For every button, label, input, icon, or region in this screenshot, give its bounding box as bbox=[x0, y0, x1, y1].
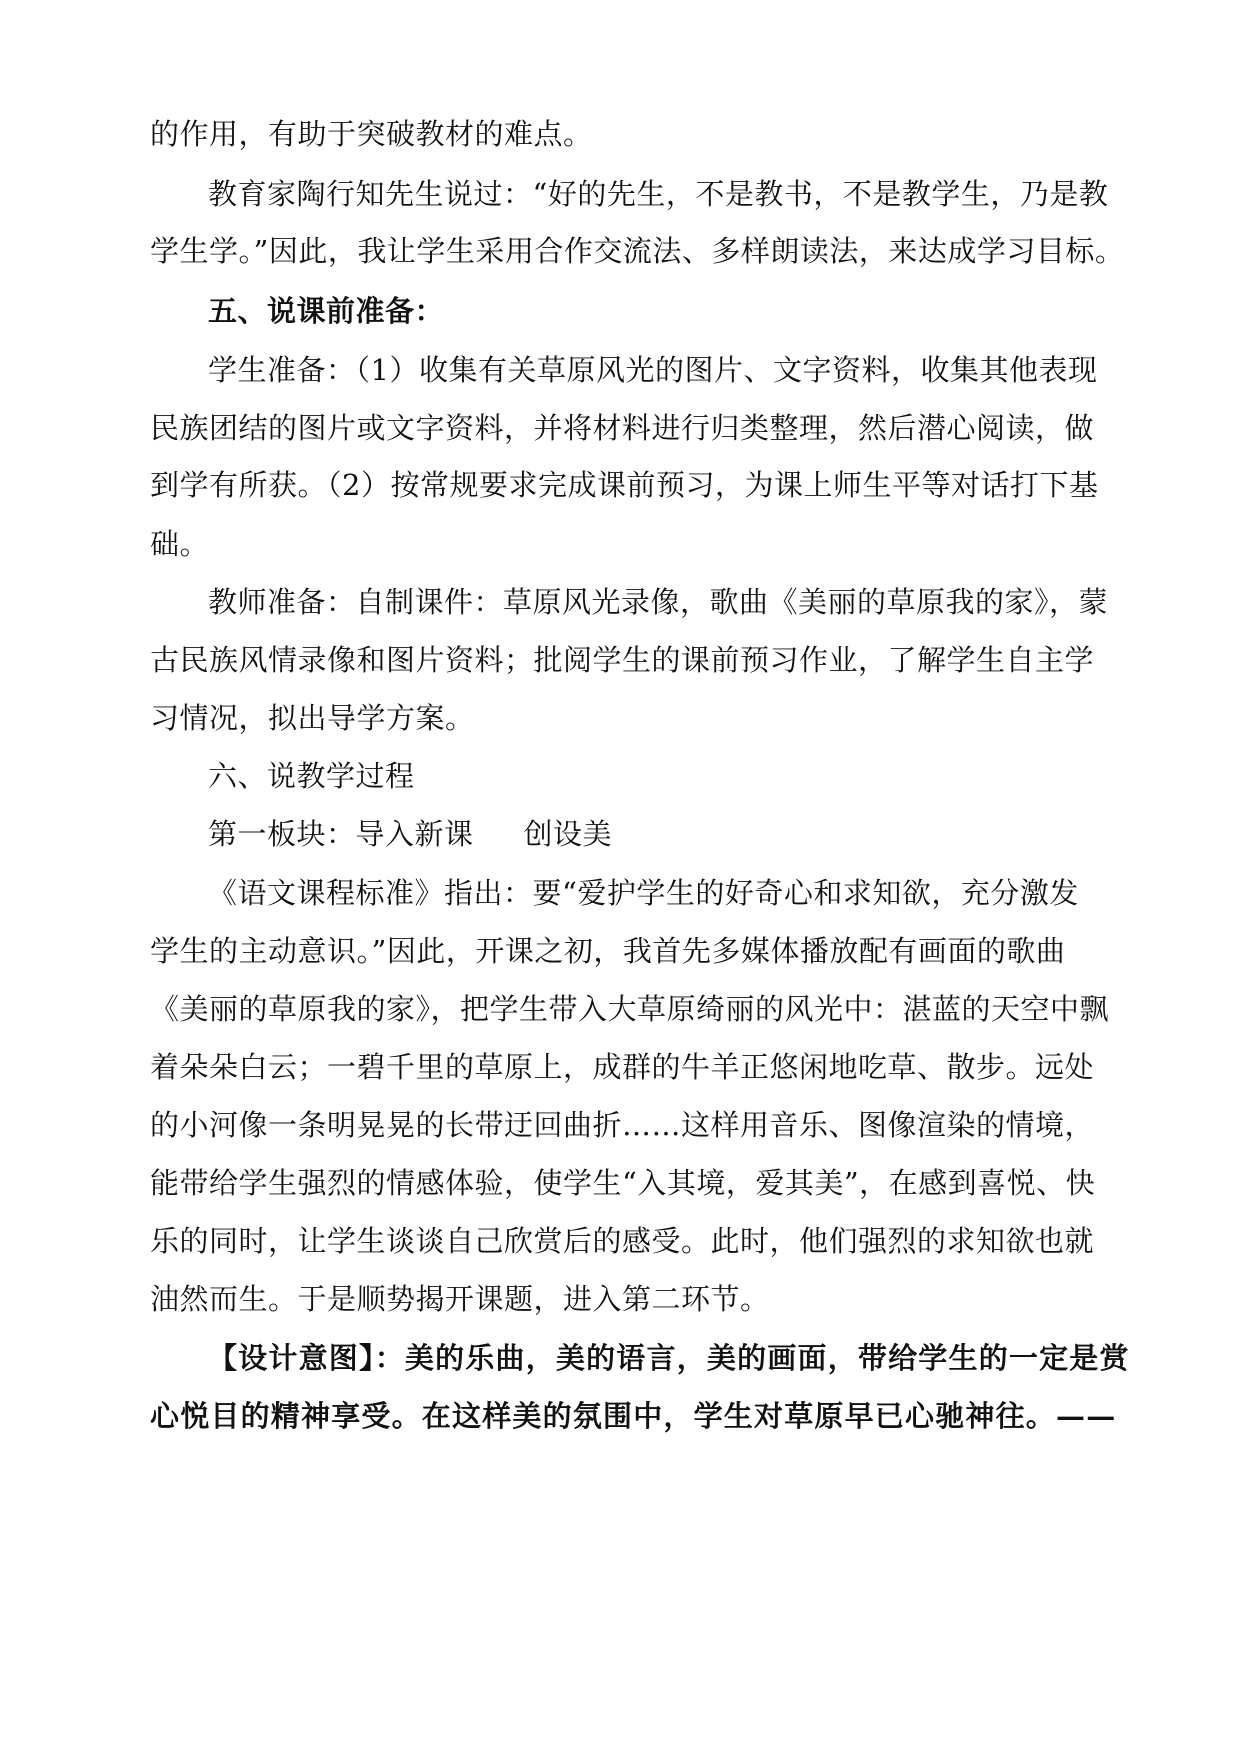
paragraph-line: 油然而生。于是顺势揭开课题，进入第二环节。 bbox=[150, 1282, 770, 1316]
paragraph-line: 着朵朵白云；一碧千里的草原上，成群的牛羊正悠闲地吃草、散步。远处 bbox=[150, 1050, 1095, 1084]
paragraph-line: 学生学。”因此，我让学生采用合作交流法、多样朗读法，来达成学习目标。 bbox=[150, 234, 1125, 268]
design-intent-line: 心悦目的精神享受。在这样美的氛围中，学生对草原早已心驰神往。—— bbox=[150, 1399, 1117, 1433]
paragraph-line: 教师准备：自制课件：草原风光录像，歌曲《美丽的草原我的家》，蒙 bbox=[208, 585, 1109, 619]
subsection-theme: 创设美 bbox=[523, 817, 613, 851]
section-heading: 六、说教学过程 bbox=[208, 759, 415, 793]
paragraph-line: 的作用，有助于突破教材的难点。 bbox=[150, 117, 593, 151]
subsection-heading bbox=[208, 816, 612, 852]
paragraph-line: 学生的主动意识。”因此，开课之初，我首先多媒体播放配有画面的歌曲 bbox=[150, 934, 1066, 968]
design-intent-line: 【设计意图】：美的乐曲，美的语言，美的画面，带给学生的一定是赏 bbox=[208, 1341, 1130, 1375]
paragraph-line: 能带给学生强烈的情感体验，使学生“入其境，爱其美”，在感到喜悦、快 bbox=[150, 1166, 1096, 1200]
subsection-title: 第一板块：导入新课 bbox=[208, 817, 474, 851]
paragraph-line: 《语文课程标准》指出：要“爱护学生的好奇心和求知欲，充分激发 bbox=[208, 876, 1079, 910]
paragraph-line: 学生准备：（1）收集有关草原风光的图片、文字资料，收集其他表现 bbox=[208, 353, 1098, 387]
section-heading: 五、说课前准备： bbox=[208, 294, 445, 328]
paragraph-line: 民族团结的图片或文字资料，并将材料进行归类整理，然后潜心阅读，做 bbox=[150, 411, 1095, 445]
paragraph-line: 的小河像一条明晃晃的长带迂回曲折……这样用音乐、图像渲染的情境， bbox=[150, 1108, 1095, 1142]
paragraph-line: 乐的同时，让学生谈谈自己欣赏后的感受。此时，他们强烈的求知欲也就 bbox=[150, 1224, 1095, 1258]
document-page bbox=[150, 0, 1130, 1754]
paragraph-line: 古民族风情录像和图片资料；批阅学生的课前预习作业，了解学生自主学 bbox=[150, 643, 1095, 677]
paragraph-line: 《美丽的草原我的家》，把学生带入大草原绮丽的风光中：湛蓝的天空中飘 bbox=[150, 992, 1110, 1026]
paragraph-line: 础。 bbox=[150, 527, 210, 561]
paragraph-line: 到学有所获。（2）按常规要求完成课前预习，为课上师生平等对话打下基 bbox=[150, 468, 1099, 502]
paragraph-line: 习情况，拟出导学方案。 bbox=[150, 701, 475, 735]
paragraph-line: 教育家陶行知先生说过：“好的先生，不是教书，不是教学生，乃是教 bbox=[208, 177, 1109, 211]
